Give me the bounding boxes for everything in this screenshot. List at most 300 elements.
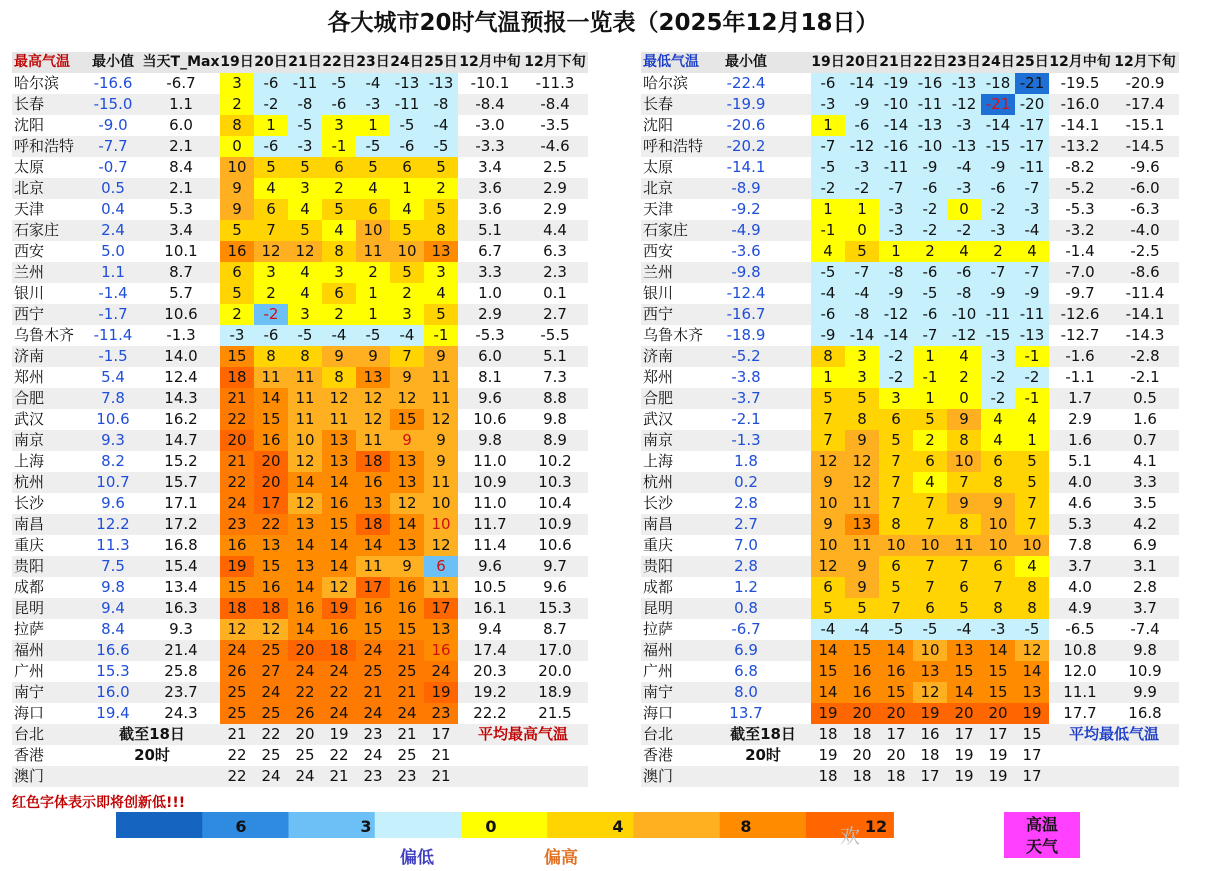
forecast-cell: 8 xyxy=(254,346,288,367)
tmax-value xyxy=(777,178,811,199)
mid-month-value: 4.0 xyxy=(1068,473,1092,491)
forecast-cell: 7 xyxy=(1015,514,1049,535)
forecast-cell: -2 xyxy=(254,304,288,325)
forecast-cell: -9 xyxy=(981,283,1015,304)
forecast-cell: 11 xyxy=(356,556,390,577)
forecast-cell: -4 xyxy=(947,619,981,640)
min-value: -20.2 xyxy=(726,137,766,155)
forecast-cell: 15 xyxy=(322,514,356,535)
forecast-cell: 13 xyxy=(424,241,458,262)
forecast-cell: 13 xyxy=(254,535,288,556)
forecast-cell: -5 xyxy=(424,136,458,157)
late-month-value: 6.3 xyxy=(543,242,567,260)
forecast-cell: -16 xyxy=(913,73,947,94)
forecast-cell: -3 xyxy=(879,220,913,241)
forecast-cell: 5 xyxy=(288,157,322,178)
forecast-cell: 5 xyxy=(845,598,879,619)
forecast-cell: 13 xyxy=(1015,682,1049,703)
forecast-cell: 5 xyxy=(424,199,458,220)
forecast-cell: 12 xyxy=(288,493,322,514)
forecast-cell: 13 xyxy=(356,367,390,388)
mid-month-value: -3.3 xyxy=(475,137,505,155)
forecast-cell: 9 xyxy=(811,514,845,535)
table-row xyxy=(641,451,1179,472)
forecast-cell: 9 xyxy=(390,556,424,577)
mid-month-value: 1.7 xyxy=(1068,389,1092,407)
forecast-cell: 21 xyxy=(390,682,424,703)
header-cell: 12月中旬 xyxy=(459,54,521,70)
forecast-cell: 9 xyxy=(947,409,981,430)
forecast-cell: 22 xyxy=(227,746,247,764)
forecast-cell: 22 xyxy=(288,682,322,703)
tmax-value: 15.2 xyxy=(164,452,198,470)
forecast-cell: -17 xyxy=(1015,115,1049,136)
forecast-cell: 5 xyxy=(845,241,879,262)
forecast-cell: 9 xyxy=(424,346,458,367)
forecast-cell: -13 xyxy=(947,73,981,94)
city-name: 成都 xyxy=(643,578,674,596)
table-row xyxy=(641,283,1179,304)
forecast-cell: 10 xyxy=(288,430,322,451)
forecast-cell: 8 xyxy=(981,598,1015,619)
forecast-cell: 16 xyxy=(390,577,424,598)
forecast-cell: -2 xyxy=(913,220,947,241)
forecast-cell: 7 xyxy=(811,430,845,451)
forecast-cell: 14 xyxy=(322,556,356,577)
table-row xyxy=(641,766,1179,787)
forecast-cell: 12 xyxy=(390,388,424,409)
city-name: 南京 xyxy=(643,431,674,449)
tmax-value xyxy=(777,619,811,640)
mid-month-value: 11.0 xyxy=(473,494,507,512)
forecast-cell: 13 xyxy=(288,514,322,535)
forecast-cell: 6 xyxy=(322,283,356,304)
forecast-cell: 14 xyxy=(981,640,1015,661)
late-month-value: 3.3 xyxy=(1133,473,1157,491)
table-row xyxy=(12,451,588,472)
late-month-value: 8.9 xyxy=(543,431,567,449)
table-row xyxy=(641,178,1179,199)
forecast-cell: -3 xyxy=(1015,199,1049,220)
forecast-cell: 14 xyxy=(288,619,322,640)
forecast-cell: -12 xyxy=(947,94,981,115)
table-row xyxy=(12,619,588,640)
forecast-cell: 25 xyxy=(254,703,288,724)
mid-month-value: 1.6 xyxy=(1068,431,1092,449)
forecast-cell: 2 xyxy=(220,304,254,325)
min-value: 19.4 xyxy=(96,704,130,722)
forecast-cell: 20 xyxy=(254,451,288,472)
tmax-value: 14.0 xyxy=(164,347,198,365)
mid-month-value: 8.1 xyxy=(478,368,502,386)
forecast-cell: 25 xyxy=(261,746,281,764)
mid-month-value: -3.2 xyxy=(1065,221,1095,239)
mid-month-value: -5.3 xyxy=(475,326,505,344)
forecast-cell: 14 xyxy=(288,535,322,556)
forecast-cell: -14 xyxy=(879,115,913,136)
forecast-cell: 11 xyxy=(845,535,879,556)
mid-month-value: -1.4 xyxy=(1065,242,1095,260)
forecast-cell: 12 xyxy=(1015,640,1049,661)
forecast-cell: 9 xyxy=(356,346,390,367)
table-row xyxy=(12,682,588,703)
forecast-cell: 8 xyxy=(288,346,322,367)
city-name: 西安 xyxy=(643,242,674,260)
late-month-value: 4.1 xyxy=(1133,452,1157,470)
header-cell: 12月下旬 xyxy=(1114,54,1176,70)
tmax-value: 24.3 xyxy=(164,704,198,722)
city-name: 台北 xyxy=(643,725,674,743)
late-month-value: 8.8 xyxy=(543,389,567,407)
forecast-cell: 16 xyxy=(322,619,356,640)
min-value: 8.4 xyxy=(101,620,125,638)
tmax-value xyxy=(777,661,811,682)
city-name: 贵阳 xyxy=(14,557,45,575)
forecast-cell: 6 xyxy=(981,556,1015,577)
city-name: 西宁 xyxy=(643,305,674,323)
city-name: 台北 xyxy=(14,725,45,743)
forecast-cell: 18 xyxy=(852,725,872,743)
forecast-cell: -12 xyxy=(845,136,879,157)
table-row xyxy=(12,640,588,661)
city-name: 广州 xyxy=(14,662,45,680)
forecast-cell: 8 xyxy=(1015,598,1049,619)
city-name: 海口 xyxy=(14,704,45,722)
forecast-cell: 15 xyxy=(879,682,913,703)
forecast-cell: 2 xyxy=(322,304,356,325)
forecast-cell: -5 xyxy=(288,115,322,136)
tmax-value: 12.4 xyxy=(164,368,198,386)
forecast-cell: 14 xyxy=(322,535,356,556)
forecast-cell: 10 xyxy=(913,535,947,556)
forecast-cell: -3 xyxy=(220,325,254,346)
forecast-cell: 16 xyxy=(390,598,424,619)
forecast-cell: 8 xyxy=(845,409,879,430)
tmax-value: 21.4 xyxy=(164,641,198,659)
forecast-cell: 20 xyxy=(981,703,1015,724)
forecast-cell: 24 xyxy=(261,767,281,785)
forecast-cell: 4 xyxy=(424,283,458,304)
city-name: 福州 xyxy=(643,641,674,659)
forecast-cell: 4 xyxy=(356,178,390,199)
mid-month-value: -6.5 xyxy=(1065,620,1095,638)
table-row xyxy=(12,514,588,535)
city-name: 哈尔滨 xyxy=(643,74,689,92)
late-month-value: 10.3 xyxy=(538,473,572,491)
legend-swatch xyxy=(375,812,463,838)
forecast-cell: 18 xyxy=(356,451,390,472)
table-row xyxy=(12,241,588,262)
city-name: 上海 xyxy=(643,452,674,470)
forecast-cell: -14 xyxy=(879,325,913,346)
table-row xyxy=(641,115,1179,136)
forecast-cell: -8 xyxy=(879,262,913,283)
city-name: 沈阳 xyxy=(643,116,674,134)
legend-swatch xyxy=(116,812,204,838)
forecast-cell: 10 xyxy=(981,514,1015,535)
forecast-cell: 15 xyxy=(1022,725,1042,743)
forecast-cell: 14 xyxy=(879,640,913,661)
table-row xyxy=(641,94,1179,115)
forecast-cell: -5 xyxy=(811,157,845,178)
city-name: 太原 xyxy=(643,158,674,176)
forecast-cell: -21 xyxy=(981,94,1015,115)
mid-month-value: -10.1 xyxy=(470,74,510,92)
city-name: 呼和浩特 xyxy=(643,137,704,155)
forecast-cell: 22 xyxy=(220,409,254,430)
row-note: 截至18日 xyxy=(119,725,185,743)
forecast-cell: 19 xyxy=(913,703,947,724)
late-month-value: 10.6 xyxy=(538,536,572,554)
table-row xyxy=(641,493,1179,514)
table-row xyxy=(12,577,588,598)
forecast-cell: 7 xyxy=(879,493,913,514)
city-name: 石家庄 xyxy=(643,221,689,239)
forecast-cell: 5 xyxy=(879,430,913,451)
city-name: 杭州 xyxy=(643,473,674,491)
forecast-cell: 16 xyxy=(288,598,322,619)
city-name: 武汉 xyxy=(14,410,45,428)
city-name: 银川 xyxy=(14,284,45,302)
forecast-cell: 14 xyxy=(322,472,356,493)
forecast-cell: 12 xyxy=(220,619,254,640)
forecast-cell: 8 xyxy=(424,220,458,241)
table-row xyxy=(12,220,588,241)
table-row xyxy=(641,367,1179,388)
min-value: 1.1 xyxy=(101,263,125,281)
late-month-value: -9.6 xyxy=(1130,158,1160,176)
forecast-cell: -5 xyxy=(356,136,390,157)
mid-month-value: 3.4 xyxy=(478,158,502,176)
tmax-value xyxy=(777,388,811,409)
min-value: -2.1 xyxy=(731,410,761,428)
forecast-cell: 6 xyxy=(254,199,288,220)
min-value: 0.2 xyxy=(734,473,758,491)
forecast-cell: 15 xyxy=(220,346,254,367)
forecast-cell: -20 xyxy=(1015,94,1049,115)
late-month-value: 9.8 xyxy=(1133,641,1157,659)
min-value: 0.8 xyxy=(734,599,758,617)
forecast-cell: 5 xyxy=(424,157,458,178)
city-name: 香港 xyxy=(14,746,45,764)
forecast-cell: 5 xyxy=(220,283,254,304)
forecast-cell: 12 xyxy=(254,241,288,262)
city-name: 长春 xyxy=(643,95,674,113)
mid-month-value: -7.0 xyxy=(1065,263,1095,281)
forecast-cell: 7 xyxy=(811,409,845,430)
forecast-cell: -4 xyxy=(811,283,845,304)
forecast-cell: 11 xyxy=(947,535,981,556)
forecast-cell: 16 xyxy=(220,535,254,556)
min-value: 7.8 xyxy=(101,389,125,407)
forecast-cell: -10 xyxy=(947,304,981,325)
forecast-cell: 5 xyxy=(390,220,424,241)
mid-month-value: 10.6 xyxy=(473,410,507,428)
forecast-cell: -4 xyxy=(947,157,981,178)
forecast-cell: 10 xyxy=(390,241,424,262)
forecast-cell: 8 xyxy=(981,472,1015,493)
forecast-cell: -3 xyxy=(947,178,981,199)
forecast-cell: 23 xyxy=(363,767,383,785)
tmax-value: 2.1 xyxy=(169,137,193,155)
forecast-cell: 14 xyxy=(254,388,288,409)
city-name: 重庆 xyxy=(14,536,45,554)
table-row xyxy=(12,94,588,115)
city-name: 南宁 xyxy=(14,683,45,701)
forecast-cell: 19 xyxy=(818,746,838,764)
late-month-value: -14.3 xyxy=(1125,326,1165,344)
forecast-cell: 17 xyxy=(954,725,974,743)
forecast-cell: 4 xyxy=(288,262,322,283)
tmax-value: 16.8 xyxy=(164,536,198,554)
forecast-cell: 20 xyxy=(254,472,288,493)
late-month-value: -6.0 xyxy=(1130,179,1160,197)
forecast-cell: -11 xyxy=(288,73,322,94)
forecast-cell: 0 xyxy=(947,199,981,220)
tmax-value xyxy=(777,346,811,367)
forecast-cell: -3 xyxy=(811,94,845,115)
forecast-cell: 18 xyxy=(220,367,254,388)
table-row xyxy=(641,220,1179,241)
forecast-cell: 8 xyxy=(220,115,254,136)
city-name: 乌鲁木齐 xyxy=(643,326,704,344)
forecast-cell: 10 xyxy=(811,493,845,514)
forecast-cell: -5 xyxy=(913,283,947,304)
forecast-cell: 15 xyxy=(845,640,879,661)
min-value: -3.8 xyxy=(731,368,761,386)
table-row xyxy=(12,661,588,682)
forecast-cell: 5 xyxy=(1015,451,1049,472)
forecast-cell: 15 xyxy=(390,619,424,640)
forecast-cell: 17 xyxy=(424,598,458,619)
forecast-cell: 0 xyxy=(220,136,254,157)
forecast-cell: 12 xyxy=(811,451,845,472)
mid-month-value: 9.8 xyxy=(478,431,502,449)
table-row xyxy=(641,304,1179,325)
min-value: -9.8 xyxy=(731,263,761,281)
forecast-cell: 7 xyxy=(913,493,947,514)
late-month-value: 2.3 xyxy=(543,263,567,281)
forecast-cell: 17 xyxy=(886,725,906,743)
min-value: 7.0 xyxy=(734,536,758,554)
tmax-value: 5.7 xyxy=(169,284,193,302)
forecast-cell: 21 xyxy=(397,725,417,743)
forecast-cell: 11 xyxy=(424,388,458,409)
mid-month-value: 11.7 xyxy=(473,515,507,533)
forecast-cell: 22 xyxy=(329,746,349,764)
min-value: -11.4 xyxy=(93,326,133,344)
forecast-cell: 12 xyxy=(913,682,947,703)
forecast-cell: 8 xyxy=(879,514,913,535)
forecast-cell: 16 xyxy=(879,661,913,682)
forecast-cell: -3 xyxy=(879,199,913,220)
city-name: 澳门 xyxy=(643,767,674,785)
header-cell: 12月下旬 xyxy=(524,54,586,70)
min-value: -20.6 xyxy=(726,116,766,134)
forecast-cell: -14 xyxy=(845,73,879,94)
tmax-value xyxy=(777,367,811,388)
city-name: 昆明 xyxy=(643,599,674,617)
forecast-cell: -15 xyxy=(981,136,1015,157)
average-label: 平均最低气温 xyxy=(1068,725,1159,743)
forecast-cell: 0 xyxy=(947,388,981,409)
tmax-value xyxy=(777,493,811,514)
forecast-cell: 3 xyxy=(322,262,356,283)
min-value: 10.6 xyxy=(96,410,130,428)
forecast-cell: -10 xyxy=(913,136,947,157)
forecast-cell: 20 xyxy=(288,640,322,661)
mid-month-value: 10.5 xyxy=(473,578,507,596)
header-cell: 当天T_Max xyxy=(142,54,220,70)
forecast-cell: -2 xyxy=(879,367,913,388)
forecast-cell: -11 xyxy=(1015,157,1049,178)
forecast-cell: 5 xyxy=(254,157,288,178)
city-name: 长沙 xyxy=(14,494,45,512)
tmax-value: 16.3 xyxy=(164,599,198,617)
late-month-value: 3.1 xyxy=(1133,557,1157,575)
forecast-cell: 9 xyxy=(845,556,879,577)
forecast-cell: 9 xyxy=(981,493,1015,514)
forecast-cell: 3 xyxy=(254,262,288,283)
forecast-cell: 20 xyxy=(879,703,913,724)
forecast-cell: 21 xyxy=(356,682,390,703)
forecast-cell: 25 xyxy=(356,661,390,682)
tmax-value xyxy=(777,157,811,178)
forecast-cell: 4 xyxy=(811,241,845,262)
late-month-value xyxy=(522,766,588,787)
forecast-cell: 15 xyxy=(811,661,845,682)
forecast-cell: 6 xyxy=(879,409,913,430)
table-row xyxy=(12,115,588,136)
late-month-value: -2.1 xyxy=(1130,368,1160,386)
forecast-cell: -6 xyxy=(811,304,845,325)
forecast-cell: 8 xyxy=(947,430,981,451)
forecast-cell: 3 xyxy=(845,346,879,367)
tmax-value xyxy=(777,325,811,346)
table-row xyxy=(12,556,588,577)
forecast-cell: 14 xyxy=(947,682,981,703)
forecast-cell: 25 xyxy=(220,682,254,703)
forecast-cell: 6 xyxy=(356,199,390,220)
mid-month-value: 22.2 xyxy=(473,704,507,722)
table-row xyxy=(12,745,588,766)
table-row xyxy=(12,262,588,283)
forecast-cell: 1 xyxy=(845,199,879,220)
forecast-cell: 7 xyxy=(981,577,1015,598)
forecast-cell: -10 xyxy=(879,94,913,115)
late-month-value: 3.7 xyxy=(1133,599,1157,617)
forecast-cell: 25 xyxy=(254,640,288,661)
header-cell: 21日 xyxy=(879,54,913,70)
min-value: 9.3 xyxy=(101,431,125,449)
late-month-value: 7.3 xyxy=(543,368,567,386)
forecast-cell: 7 xyxy=(254,220,288,241)
forecast-cell: 19 xyxy=(954,767,974,785)
forecast-cell: -5 xyxy=(1015,619,1049,640)
forecast-cell: -7 xyxy=(913,325,947,346)
forecast-cell: 16 xyxy=(322,493,356,514)
late-month-value: -3.5 xyxy=(540,116,570,134)
forecast-cell: 5 xyxy=(220,220,254,241)
table-row xyxy=(641,514,1179,535)
mid-month-value: -8.4 xyxy=(475,95,505,113)
forecast-cell: 3 xyxy=(845,367,879,388)
late-month-value: 2.5 xyxy=(543,158,567,176)
forecast-cell: 18 xyxy=(818,767,838,785)
forecast-cell: 4 xyxy=(913,472,947,493)
late-month-value: 2.8 xyxy=(1133,578,1157,596)
city-name: 广州 xyxy=(643,662,674,680)
